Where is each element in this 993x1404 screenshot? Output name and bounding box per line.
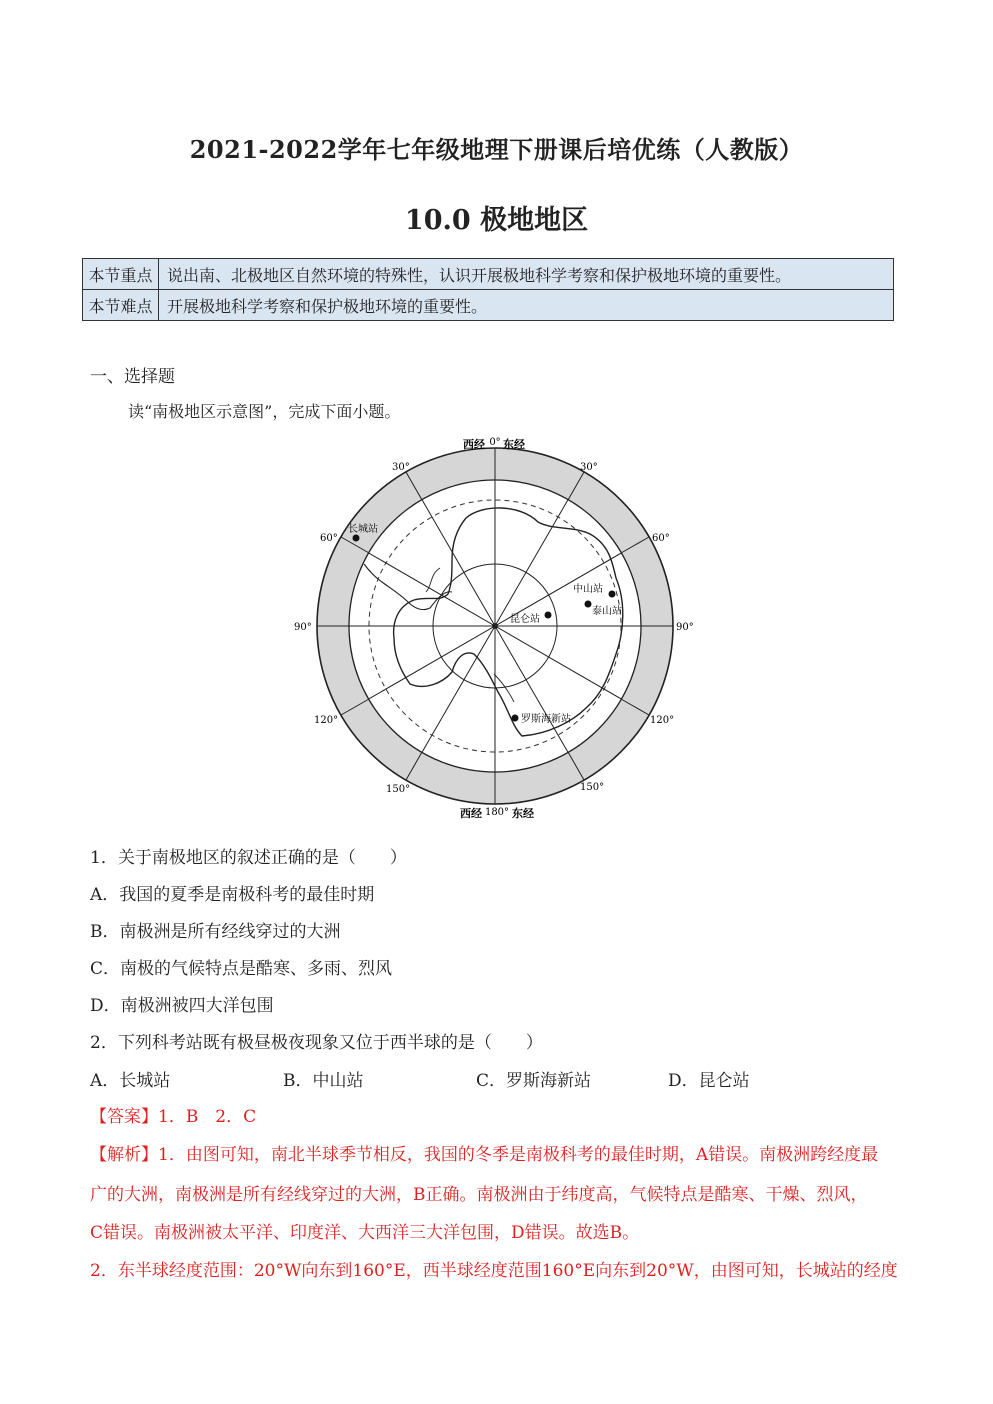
label-30-left: 30° — [392, 462, 410, 473]
label-lon-180: 180° — [484, 807, 510, 818]
zhongshan-station-dot — [609, 591, 616, 598]
question-1-option-b: B．南极洲是所有经线穿过的大洲 — [90, 922, 341, 942]
question-2-option-c: C．罗斯海新站 — [476, 1071, 592, 1091]
kunlun-station-label: 昆仑站 — [510, 614, 540, 625]
taishan-station-dot — [585, 601, 592, 608]
label-150-right: 150° — [580, 782, 605, 793]
question-1-option-a: A．我国的夏季是南极科考的最佳时期 — [90, 885, 375, 905]
section-heading: 一、选择题 — [90, 367, 175, 387]
key-point-label: 本节重点 — [83, 259, 159, 290]
analysis-line-4: 2．东半球经度范围：20°W向东到160°E，西半球经度范围160°E向东到20°W，由图可知，长城站的经度 — [90, 1261, 898, 1281]
south-pole-dot — [492, 623, 498, 629]
question-2-option-d: D．昆仑站 — [668, 1071, 750, 1091]
label-west-bottom: 西经 — [460, 807, 482, 820]
answer-tag: 【答案】 — [90, 1107, 158, 1127]
label-90-left: 90° — [294, 622, 312, 633]
zhongshan-station-label: 中山站 — [573, 584, 603, 595]
kunlun-station-dot — [545, 612, 552, 619]
question-1-option-d: D．南极洲被四大洋包围 — [90, 996, 274, 1016]
question-2-stem: 2．下列科考站既有极昼极夜现象又位于西半球的是（ ） — [90, 1033, 543, 1053]
key-points-table — [82, 258, 894, 321]
question-1-option-c: C．南极的气候特点是酷寒、多雨、烈风 — [90, 959, 393, 979]
changcheng-station-dot — [353, 535, 360, 542]
question-2-option-b: B．中山站 — [283, 1071, 364, 1091]
antarctica-map — [290, 432, 710, 824]
difficulty-label: 本节难点 — [83, 290, 159, 321]
label-60-left: 60° — [320, 533, 338, 544]
label-east-top: 东经 — [503, 438, 525, 451]
chapter-title: 10.0 极地地区 — [404, 205, 589, 236]
analysis-line-3: C错误。南极洲被太平洋、印度洋、大西洋三大洋包围，D错误。故选B。 — [90, 1223, 640, 1243]
luosihai-station-dot — [512, 715, 519, 722]
table-row — [83, 259, 894, 290]
label-lon-0: 0° — [489, 437, 501, 448]
label-west-top: 西经 — [463, 438, 485, 451]
label-120-right: 120° — [650, 715, 675, 726]
analysis-line-1 — [90, 1140, 878, 1165]
question-1-stem: 1．关于南极地区的叙述正确的是（ ） — [90, 848, 407, 868]
document-title: 2021-2022学年七年级地理下册课后培优练（人教版） — [189, 135, 804, 164]
label-120-left: 120° — [314, 715, 339, 726]
label-30-right: 30° — [580, 462, 598, 473]
answer-line — [90, 1102, 256, 1127]
table-row — [83, 290, 894, 321]
section-intro: 读“南极地区示意图”，完成下面小题。 — [128, 402, 401, 421]
key-point-text: 说出南、北极地区自然环境的特殊性，认识开展极地科学考察和保护极地环境的重要性。 — [159, 259, 894, 290]
question-2-option-a: A．长城站 — [90, 1071, 171, 1091]
taishan-station-label: 泰山站 — [592, 606, 622, 617]
difficulty-text: 开展极地科学考察和保护极地环境的重要性。 — [159, 290, 894, 321]
label-150-left: 150° — [386, 784, 411, 795]
luosihai-station-label: 罗斯海新站 — [521, 714, 571, 725]
analysis-tag: 【解析】 — [90, 1145, 158, 1165]
label-90-right: 90° — [676, 622, 694, 633]
changcheng-station-label: 长城站 — [348, 524, 378, 535]
label-60-right: 60° — [652, 533, 670, 544]
label-east-bottom: 东经 — [512, 807, 534, 820]
analysis-line-2: 广的大洲，南极洲是所有经线穿过的大洲，B正确。南极洲由于纬度高，气候特点是酷寒、干燥、烈风， — [90, 1185, 868, 1205]
answer-text: 1．B 2．C — [158, 1107, 257, 1127]
analysis-text-1: 1．由图可知，南北半球季节相反，我国的冬季是南极科考的最佳时期，A错误。南极洲跨经度最 — [158, 1145, 879, 1165]
